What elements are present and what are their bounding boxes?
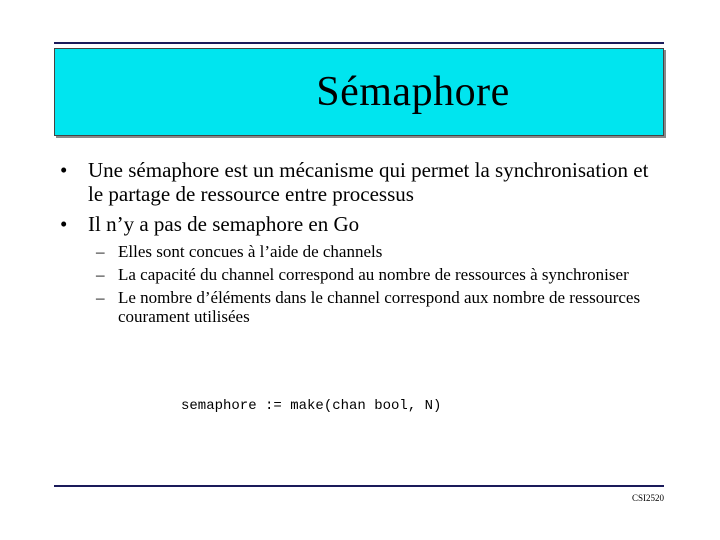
bottom-rule [54,485,664,487]
bullet-mark: • [60,212,68,236]
bullet-item [56,212,666,236]
code-snippet: semaphore := make(chan bool, N) [181,398,442,414]
sub-bullet-mark: – [96,265,105,284]
sub-bullet-text: Le nombre d’éléments dans le channel correspond aux nombre de ressources courament utilisées [118,288,641,326]
footer-course-code: CSI2520 [631,493,664,503]
sub-bullet-text: La capacité du channel correspond au nombre de ressources à synchroniser [118,265,629,284]
title-banner [54,48,664,136]
sub-bullet-mark: – [96,288,105,307]
bullet-text: Il n’y a pas de semaphore en Go [88,212,360,236]
sub-bullet-item [56,242,666,261]
top-rule [54,42,664,44]
sub-bullet-item [56,265,666,284]
sub-bullet-text: Elles sont concues à l’aide de channels [118,242,383,261]
slide-content [56,158,666,330]
bullet-text: Une sémaphore est un mécanisme qui permet la synchronisation et le partage de ressource entre processus [88,158,649,206]
sub-bullet-item [56,288,666,326]
sub-bullet-mark: – [96,242,105,261]
bullet-mark: • [60,158,68,182]
bullet-item [56,158,666,206]
slide-title: Sémaphore [316,69,510,115]
